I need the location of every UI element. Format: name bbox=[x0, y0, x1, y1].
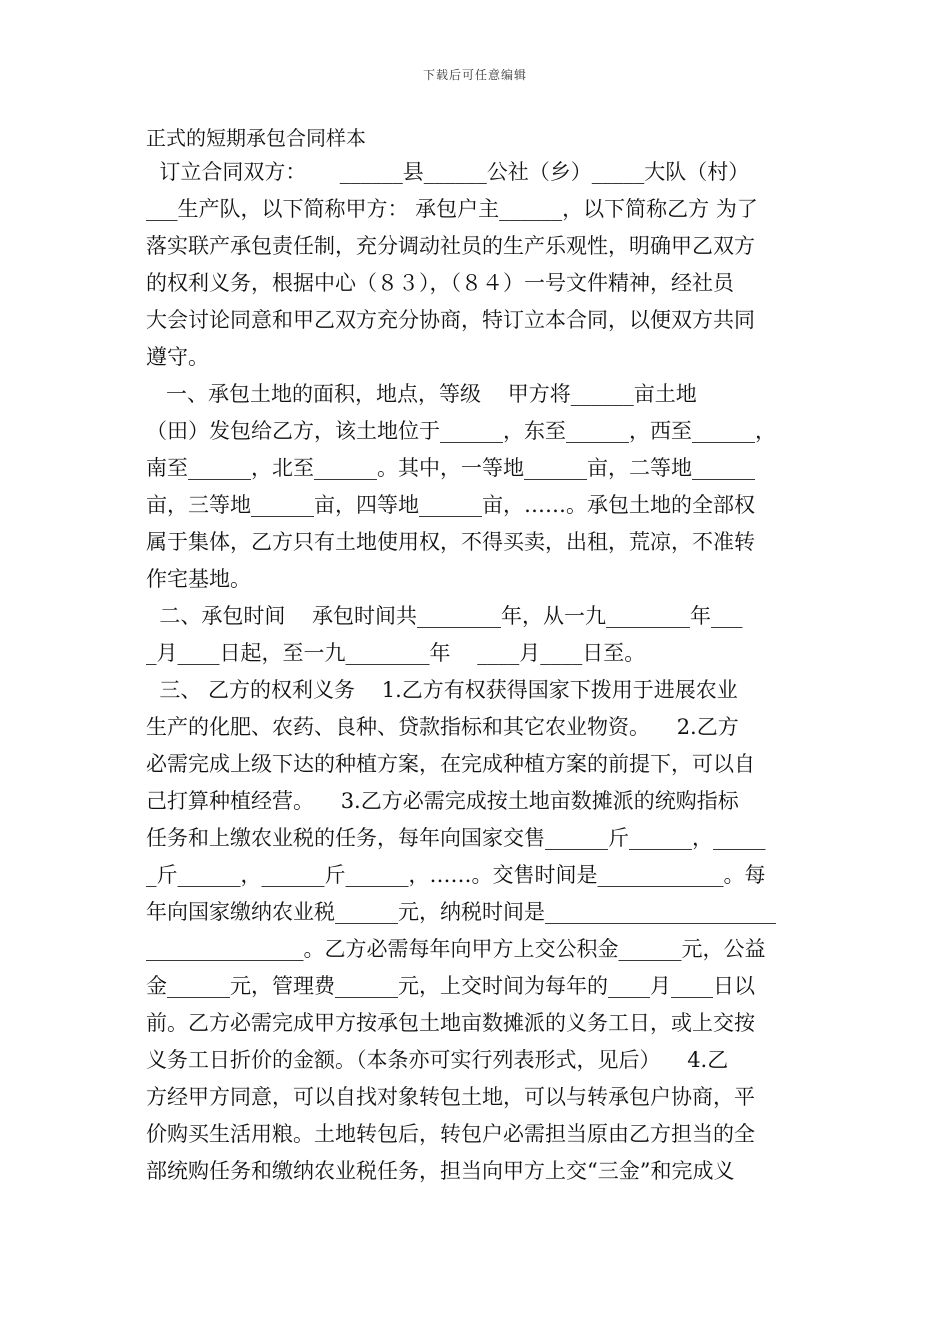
body-line: ___生产队，以下简称甲方： 承包户主______，以下简称乙方 为了 bbox=[146, 197, 758, 221]
page-header-note: 下载后可任意编辑 bbox=[422, 68, 527, 82]
body-line: _斤______，______斤______，……。交售时间是____________。每 bbox=[146, 863, 766, 887]
body-line: 遵守。 bbox=[146, 345, 209, 369]
body-line: 一、承包土地的面积，地点，等级 甲方将______亩土地 bbox=[146, 382, 697, 406]
document-title: 正式的短期承包合同样本 bbox=[146, 126, 366, 150]
body-line: 前。乙方必需完成甲方按承包土地亩数摊派的义务工日，或上交按 bbox=[146, 1011, 755, 1035]
body-line: 南至______，北至______。其中，一等地______亩，二等地______ bbox=[146, 456, 755, 480]
body-line: 己打算种植经营。 3.乙方必需完成按土地亩数摊派的统购指标 bbox=[146, 789, 739, 813]
body-line: 价购买生活用粮。土地转包后，转包户必需担当原由乙方担当的全 bbox=[146, 1122, 755, 1146]
body-line: 作宅基地。 bbox=[146, 567, 251, 591]
body-line: 落实联产承包责任制，充分调动社员的生产乐观性，明确甲乙双方 bbox=[146, 234, 755, 258]
body-line: 金______元，管理费______元，上交时间为每年的____月____日以 bbox=[146, 974, 755, 998]
body-line: 的权利义务，根据中心（８３），（８４）一号文件精神，经社员 bbox=[146, 271, 734, 295]
body-line: 亩，三等地______亩，四等地______亩，……。承包土地的全部权 bbox=[146, 493, 755, 517]
body-line: _月____日起，至一九________年 ____月____日至。 bbox=[146, 641, 646, 665]
body-line: 必需完成上级下达的种植方案，在完成种植方案的前提下，可以自 bbox=[146, 752, 755, 776]
body-line: 属于集体，乙方只有土地使用权，不得买卖，出租，荒凉，不准转 bbox=[146, 530, 755, 554]
body-line: 三、 乙方的权利义务 1.乙方有权获得国家下拨用于进展农业 bbox=[146, 678, 738, 702]
body-line: 任务和上缴农业税的任务，每年向国家交售______斤______，_____ bbox=[146, 826, 766, 850]
body-line: 订立合同双方： ______县______公社（乡）_____大队（村） bbox=[146, 160, 750, 184]
body-line: 部统购任务和缴纳农业税任务，担当向甲方上交“三金”和完成义 bbox=[146, 1159, 735, 1183]
body-line: 义务工日折价的金额。（本条亦可实行列表形式，见后） 4.乙 bbox=[146, 1048, 729, 1072]
body-line: 生产的化肥、农药、良种、贷款指标和其它农业物资。 2.乙方 bbox=[146, 715, 739, 739]
body-line: 二、承包时间 承包时间共________年，从一九________年___ bbox=[146, 604, 743, 628]
body-line: 大会讨论同意和甲乙双方充分协商，特订立本合同，以便双方共同 bbox=[146, 308, 755, 332]
body-line: 方经甲方同意，可以自找对象转包土地，可以与转承包户协商，平 bbox=[146, 1085, 755, 1109]
contract-body bbox=[146, 156, 810, 1192]
body-line: 年向国家缴纳农业税______元，纳税时间是______________________ bbox=[146, 900, 776, 924]
body-line: _______________。乙方必需每年向甲方上交公积金______元，公益 bbox=[146, 937, 766, 961]
body-line: （田）发包给乙方，该土地位于______，东至______，西至______， bbox=[146, 419, 776, 443]
